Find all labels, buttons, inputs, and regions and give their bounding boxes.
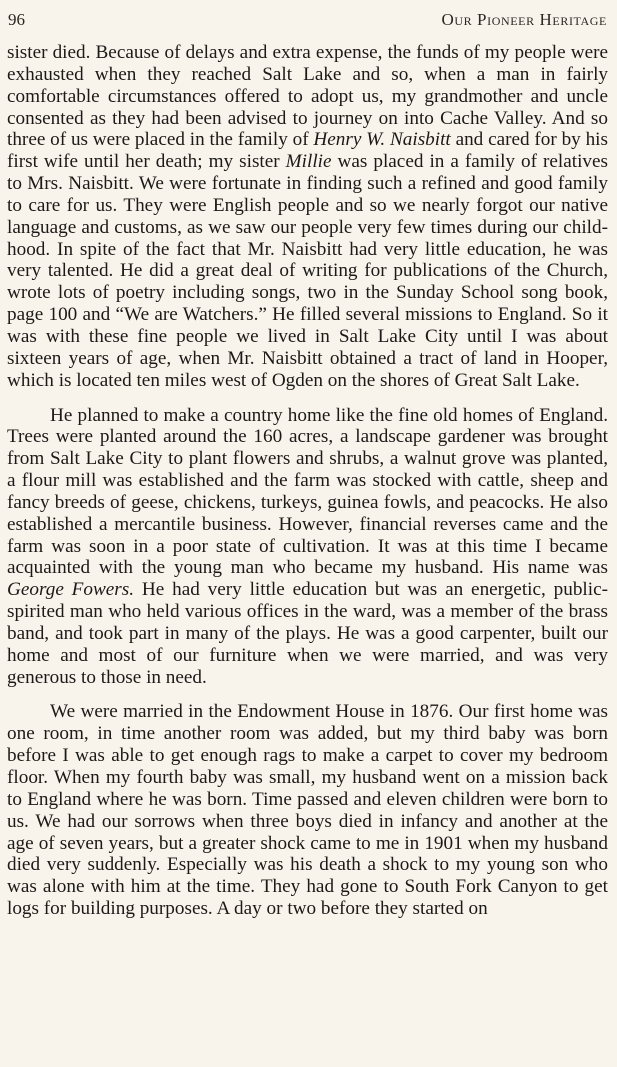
text-run: sister died. Because of delays and extra expense, the funds of my people were exhausted when they reached Salt Lake and so, when a man in fairly comfortable circumstances offered to adopt us, my grandmother and uncle consented as they had been advised to journey on into Cache Valley. And so three of us were placed in the family of bbox=[7, 42, 608, 151]
italic-name: George Fowers. bbox=[7, 579, 135, 601]
text-run: was placed in a family of relatives to Mrs. Naisbitt. We were fortunate in finding such a refined and good family to care for us. They were English people and so we nearly forgot our native language and customs, as we saw our people very few times during our childhood. In spite of the fact that Mr. Naisbitt had very little education, he was very talented. He did a great deal of writing for publications of the Church, wrote lots of poetry including songs, two in the Sunday School song book, page 100 and “We are Watchers.” He filled several missions to England. So it was with these fine people we lived in Salt Lake City until I was about sixteen years of age, when Mr. Naisbitt obtained a tract of land in Hooper, which is located ten miles west of Ogden on the shores of Great Salt Lake. bbox=[7, 151, 608, 391]
running-header bbox=[8, 10, 607, 30]
text-run: We were married in the Endowment House in 1876. Our first home was one room, in time another room was added, but my third baby was born before I was able to get enough rags to make a carpet to cover my bedroom floor. When my fourth baby was small, my husband went on a mission back to England where he was born. Time passed and eleven children were born to us. We had our sorrows when three boys died in infancy and another at the age of seven years, but a greater shock came to me in 1901 when my husband died very suddenly. Especially was his death a shock to my young son who was alone with him at the time. They had gone to South Fork Canyon to get logs for building purposes. A day or two before they started on bbox=[7, 701, 608, 920]
italic-name: Henry W. Naisbitt bbox=[313, 129, 451, 151]
running-title: Our Pioneer Heritage bbox=[441, 10, 607, 29]
text-run: He planned to make a country home like the fine old homes of England. Trees were planted around the 160 acres, a landscape gardener was brought from Salt Lake City to plant flowers and shrubs, a walnut grove was planted, a flour mill was established and the farm was stocked with cattle, sheep and fancy breeds of geese, chickens, turkeys, guinea fowls, and peacocks. He also established a mercantile business. However, financial reverses came and the farm was soon in a poor state of cultivation. It was at this time I became acquainted with the young man who became my husband. His name was bbox=[7, 404, 608, 579]
text-run: He had very little education but was an energetic, public-spirited man who held various offices in the ward, was a member of the brass band, and took part in many of the plays. He was a good carpenter, built our home and most of our furniture when we were married, and was very generous to those in need. bbox=[7, 579, 608, 688]
text-run: and cared for by his first wife until her death; my sister bbox=[7, 129, 608, 173]
page-number: 96 bbox=[8, 10, 25, 29]
paragraph bbox=[7, 42, 608, 392]
body-text bbox=[7, 42, 608, 920]
italic-name: Millie bbox=[285, 151, 332, 173]
paragraph bbox=[7, 701, 608, 919]
paragraph bbox=[7, 405, 608, 689]
